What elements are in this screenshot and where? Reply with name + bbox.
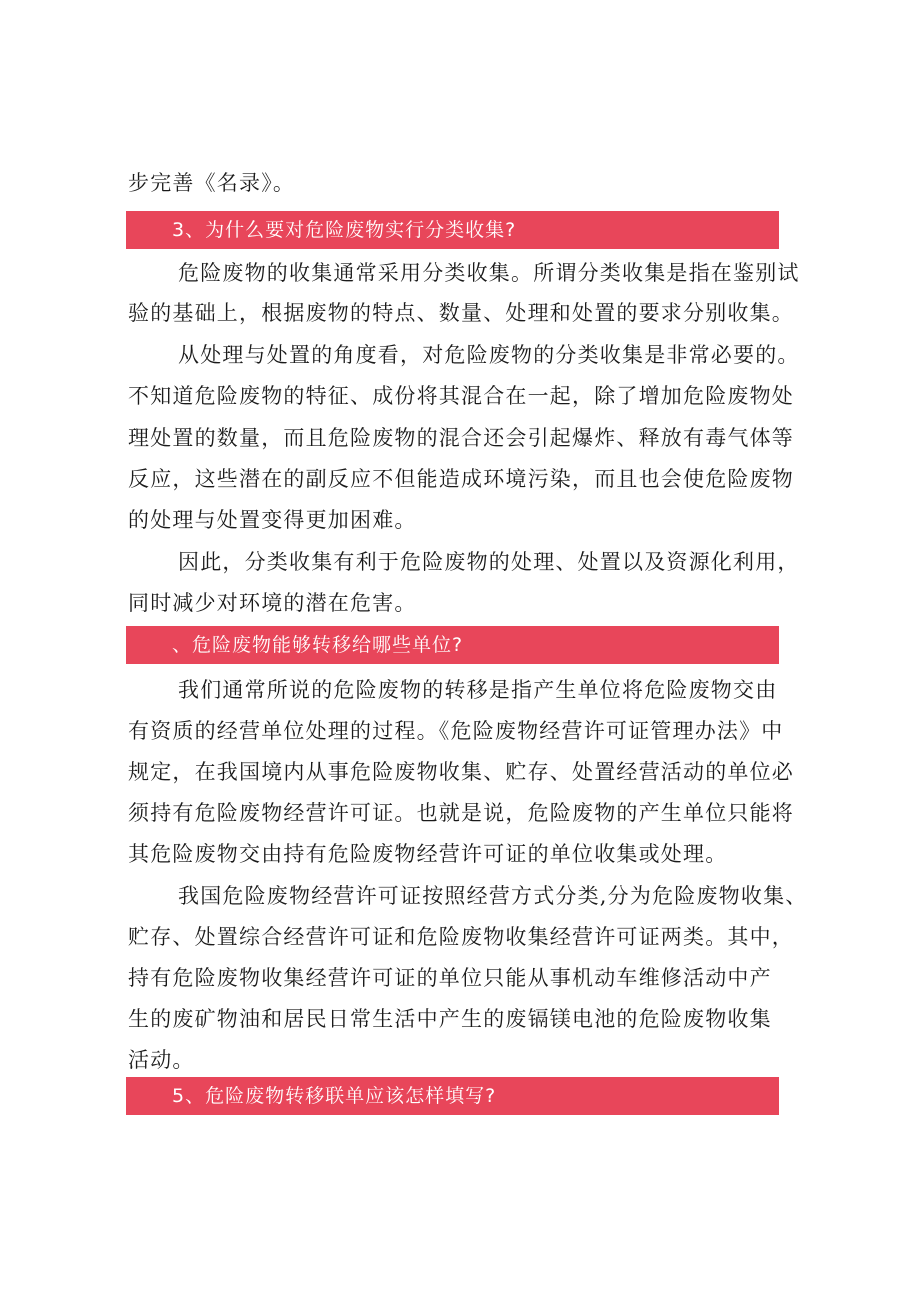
paragraph-line: 我国危险废物经营许可证按照经营方式分类,分为危险废物收集、 [178, 884, 808, 908]
paragraph-line: 步完善《名录》。 [128, 171, 296, 195]
paragraph-line: 反应，这些潜在的副反应不但能造成环境污染，而且也会使危险废物 [128, 467, 794, 491]
paragraph-line: 须持有危险废物经营许可证。也就是说，危险废物的产生单位只能将 [128, 801, 794, 825]
paragraph-line: 贮存、处置综合经营许可证和危险废物收集经营许可证两类。其中， [128, 925, 794, 949]
paragraph-line: 同时减少对环境的潜在危害。 [128, 591, 417, 615]
paragraph-line: 因此，分类收集有利于危险废物的处理、处置以及资源化利用， [178, 550, 800, 574]
section-heading-3: 3、为什么要对危险废物实行分类收集? [126, 211, 779, 249]
paragraph-line: 活动。 [128, 1048, 195, 1072]
paragraph-line: 持有危险废物收集经营许可证的单位只能从事机动车维修活动中产 [128, 966, 772, 990]
paragraph-line: 危险废物的收集通常采用分类收集。所谓分类收集是指在鉴别试 [178, 261, 800, 285]
section-heading-4: 、危险废物能够转移给哪些单位? [126, 626, 779, 664]
paragraph-line: 验的基础上，根据废物的特点、数量、处理和处置的要求分别收集。 [128, 301, 794, 325]
paragraph-line: 理处置的数量，而且危险废物的混合还会引起爆炸、释放有毒气体等 [128, 426, 794, 450]
paragraph-line: 其危险废物交由持有危险废物经营许可证的单位收集或处理。 [128, 842, 728, 866]
paragraph-line: 我们通常所说的危险废物的转移是指产生单位将危险废物交由 [178, 678, 778, 702]
paragraph-line: 有资质的经营单位处理的过程。《危险废物经营许可证管理办法》中 [128, 719, 784, 743]
paragraph-line: 的处理与处置变得更加困难。 [128, 508, 417, 532]
paragraph-line: 从处理与处置的角度看，对危险废物的分类收集是非常必要的。 [178, 343, 800, 367]
paragraph-line: 生的废矿物油和居民日常生活中产生的废镉镁电池的危险废物收集 [128, 1007, 772, 1031]
paragraph-line: 不知道危险废物的特征、成份将其混合在一起，除了增加危险废物处 [128, 384, 794, 408]
paragraph-line: 规定，在我国境内从事危险废物收集、贮存、处置经营活动的单位必 [128, 760, 794, 784]
section-heading-5: 5、危险废物转移联单应该怎样填写? [126, 1077, 779, 1115]
